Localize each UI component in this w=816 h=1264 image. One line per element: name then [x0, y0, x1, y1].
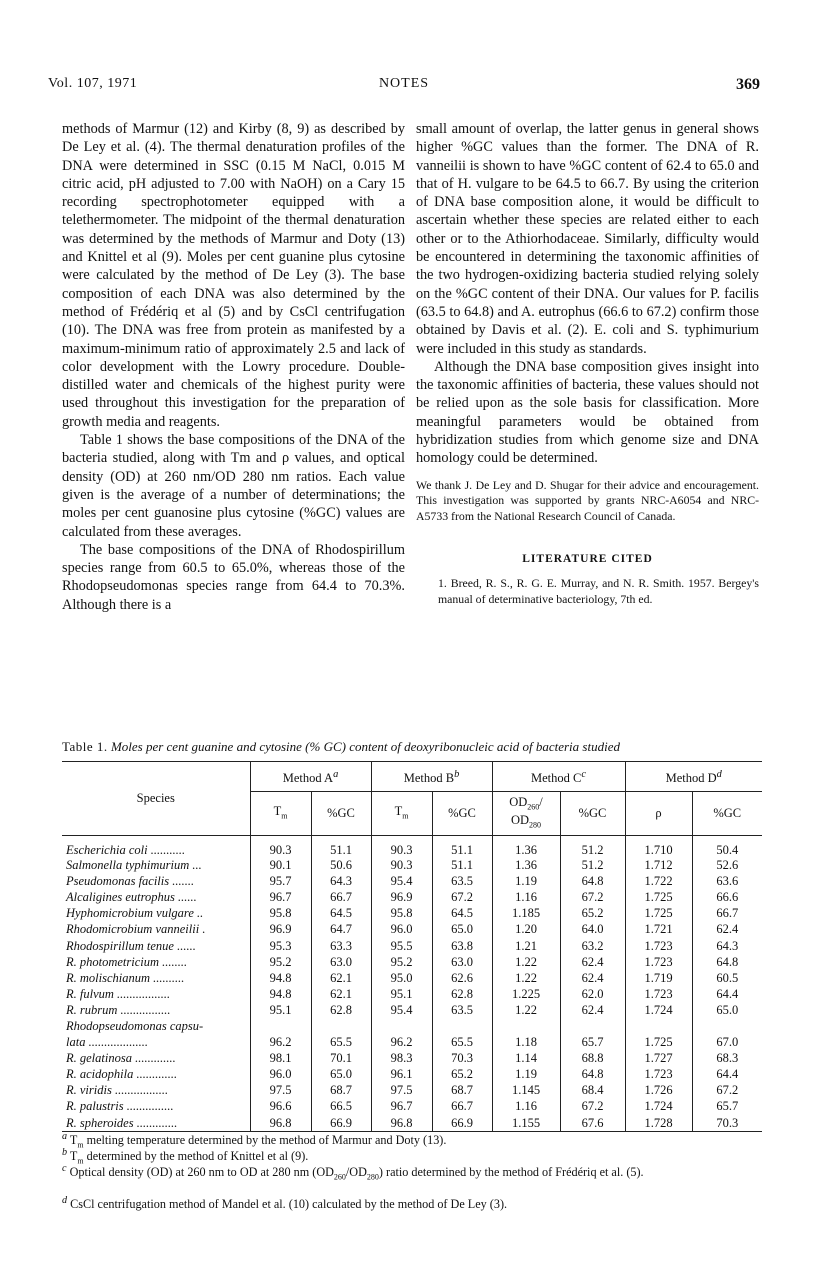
- value-cell: 65.7: [692, 1099, 762, 1115]
- species-cell: R. palustris ...............: [66, 1099, 174, 1114]
- value-cell: 1.725: [625, 890, 692, 906]
- value-cell: 52.6: [692, 858, 762, 874]
- table-row: [62, 874, 762, 890]
- value-cell: [311, 1018, 371, 1034]
- value-cell: 63.0: [311, 954, 371, 970]
- value-cell: 98.3: [371, 1051, 432, 1067]
- value-cell: 65.0: [311, 1067, 371, 1083]
- value-cell: 62.4: [560, 1002, 625, 1018]
- value-cell: 96.9: [250, 922, 311, 938]
- value-cell: 67.2: [560, 1099, 625, 1115]
- value-cell: 67.6: [560, 1115, 625, 1132]
- value-cell: 63.2: [560, 938, 625, 954]
- col-header-gc: %GC: [560, 792, 625, 836]
- reference-item: 1. Breed, R. S., R. G. E. Murray, and N. R. Smith. 1957. Bergey's manual of determinative bacteriology, 7th ed.: [438, 576, 759, 606]
- species-cell: R. gelatinosa .............: [66, 1051, 176, 1066]
- value-cell: 95.8: [250, 906, 311, 922]
- value-cell: 1.19: [492, 874, 560, 890]
- col-header-tm: $T_m$: [250, 792, 311, 836]
- value-cell: 50.6: [311, 858, 371, 874]
- value-cell: 65.0: [692, 1002, 762, 1018]
- value-cell: 66.7: [692, 906, 762, 922]
- footnote-b: $^b$ $T_m$ determined by the method of Knittel et al (9).: [62, 1147, 309, 1166]
- value-cell: 1.20: [492, 922, 560, 938]
- value-cell: 1.710: [625, 836, 692, 858]
- value-cell: 63.0: [432, 954, 492, 970]
- paragraph: small amount of overlap, the latter genus in general shows higher %GC values than the former. The DNA of R. vanneilii is shown to have %GC content of 62.4 to 65.0 and that of H. vulgare to be 64.5 to 66.7. By using the criterion of DNA base composition alone, it would be difficult to ascertain whether these species are related either to each other or to the Athiorhodaceae. Similarly, difficulty would be encountered in determining the taxonomic affinities of the two hydrogen-oxidizing bacteria studied relying solely on the %GC content of their DNA. Our values for P. facilis (63.5 to 64.8) and A. eutrophus (66.6 to 67.2) confirm those obtained by Davis et al. (2). E. coli and S. typhimurium were included in this study as standards.: [416, 121, 759, 357]
- col-header-od-ratio: $OD_{260}/$ $OD_{280}$: [492, 792, 560, 836]
- value-cell: 97.5: [250, 1083, 311, 1099]
- page-number: 369: [736, 76, 760, 93]
- value-cell: 95.0: [371, 970, 432, 986]
- value-cell: 96.6: [250, 1099, 311, 1115]
- value-cell: 62.0: [560, 986, 625, 1002]
- value-cell: 1.725: [625, 1035, 692, 1051]
- value-cell: 63.3: [311, 938, 371, 954]
- value-cell: 95.7: [250, 874, 311, 890]
- value-cell: 64.0: [560, 922, 625, 938]
- value-cell: 1.722: [625, 874, 692, 890]
- value-cell: 51.1: [311, 836, 371, 858]
- value-cell: 67.2: [432, 890, 492, 906]
- species-cell: Hyphomicrobium vulgare ..: [66, 906, 204, 921]
- value-cell: 68.7: [432, 1083, 492, 1099]
- table-row: [62, 890, 762, 906]
- value-cell: 96.2: [371, 1035, 432, 1051]
- paragraph: Although the DNA base composition gives insight into the taxonomic affinities of bacteria, these values should not be relied upon as the sole basis for classification. More meaningful parameters would be obtained from hybridization studies from which genome size and DNA homology could be determined.: [416, 358, 759, 467]
- value-cell: [371, 1018, 432, 1034]
- value-cell: 62.4: [560, 954, 625, 970]
- acknowledgment: We thank J. De Ley and D. Shugar for their advice and encouragement. This investigation was supported by grants NRC-A6054 and NRC-A5733 from the National Research Council of Canada.: [416, 477, 759, 523]
- species-cell: R. molischianum ..........: [66, 970, 185, 985]
- left-column: [62, 120, 405, 614]
- value-cell: 66.9: [432, 1115, 492, 1132]
- species-cell: Rhodomicrobium vanneilii .: [66, 922, 206, 937]
- value-cell: 65.2: [560, 906, 625, 922]
- value-cell: 66.5: [311, 1099, 371, 1115]
- value-cell: 62.8: [311, 1002, 371, 1018]
- table-row: [62, 1051, 762, 1067]
- table-title: Moles per cent guanine and cytosine (% GC) content of deoxyribonucleic acid of bacteria studied: [110, 739, 620, 754]
- value-cell: 70.3: [692, 1115, 762, 1132]
- section-label: NOTES: [378, 76, 430, 91]
- value-cell: 95.4: [371, 1002, 432, 1018]
- value-cell: 96.1: [371, 1067, 432, 1083]
- paragraph: Table 1 shows the base compositions of the DNA of the bacteria studied, along with Tm and ρ values, and optical density (OD) at 260 nm/OD 280 nm ratios. Each value given is the average of a number of determinations; the moles per cent guanosine plus cytosine (%GC) values are calculated from these averages.: [62, 432, 405, 540]
- value-cell: 96.9: [371, 890, 432, 906]
- footnote-d: $^d$ CsCl centrifugation method of Mandel et al. (10) calculated by the method of De Ley (3).: [62, 1195, 508, 1212]
- value-cell: 95.3: [250, 938, 311, 954]
- value-cell: 70.1: [311, 1051, 371, 1067]
- value-cell: 95.1: [371, 986, 432, 1002]
- value-cell: 60.5: [692, 970, 762, 986]
- value-cell: [250, 1018, 311, 1034]
- value-cell: 1.36: [492, 836, 560, 858]
- footnote-c: $^c$ Optical density (OD) at 260 nm to OD at 280 nm $(OD_{260}/OD_{280})$ ratio determined by the method of Frédériq et al. (5).: [62, 1163, 644, 1182]
- value-cell: 51.2: [560, 858, 625, 874]
- value-cell: 90.3: [371, 836, 432, 858]
- value-cell: 1.18: [492, 1035, 560, 1051]
- value-cell: 65.5: [432, 1035, 492, 1051]
- table-row: [62, 970, 762, 986]
- value-cell: 95.1: [250, 1002, 311, 1018]
- species-cell: Escherichia coli ...........: [66, 842, 186, 857]
- species-cell: R. photometricium ........: [66, 954, 188, 969]
- value-cell: 1.155: [492, 1115, 560, 1132]
- col-header-tm: $T_m$: [371, 792, 432, 836]
- value-cell: 1.185: [492, 906, 560, 922]
- value-cell: 67.2: [560, 890, 625, 906]
- right-column: [416, 120, 759, 607]
- value-cell: 1.36: [492, 858, 560, 874]
- value-cell: 1.724: [625, 1099, 692, 1115]
- value-cell: 98.1: [250, 1051, 311, 1067]
- value-cell: 95.2: [250, 954, 311, 970]
- value-cell: 96.7: [371, 1099, 432, 1115]
- value-cell: 64.5: [432, 906, 492, 922]
- value-cell: 63.5: [432, 1002, 492, 1018]
- value-cell: 1.723: [625, 954, 692, 970]
- species-cell: R. acidophila .............: [66, 1067, 178, 1082]
- value-cell: [492, 1018, 560, 1034]
- value-cell: 1.727: [625, 1051, 692, 1067]
- value-cell: 65.0: [432, 922, 492, 938]
- value-cell: 51.2: [560, 836, 625, 858]
- col-header-gc: %GC: [311, 792, 371, 836]
- value-cell: 1.14: [492, 1051, 560, 1067]
- value-cell: 96.0: [371, 922, 432, 938]
- col-header-gc: %GC: [432, 792, 492, 836]
- value-cell: 96.0: [250, 1067, 311, 1083]
- value-cell: 64.3: [692, 938, 762, 954]
- value-cell: 1.22: [492, 1002, 560, 1018]
- value-cell: 90.3: [371, 858, 432, 874]
- value-cell: 1.225: [492, 986, 560, 1002]
- value-cell: 1.721: [625, 922, 692, 938]
- value-cell: 94.8: [250, 986, 311, 1002]
- value-cell: 64.4: [692, 986, 762, 1002]
- species-cell: Alcaligines eutrophus ......: [66, 890, 197, 905]
- table-body: [62, 836, 762, 1132]
- table-row: [62, 922, 762, 938]
- volume-label: Vol. 107, 1971: [48, 76, 138, 91]
- value-cell: 62.6: [432, 970, 492, 986]
- value-cell: 62.4: [560, 970, 625, 986]
- species-cell: Rhodospirillum tenue ......: [66, 938, 196, 953]
- table-row: [62, 858, 762, 874]
- value-cell: 68.4: [560, 1083, 625, 1099]
- value-cell: 64.4: [692, 1067, 762, 1083]
- value-cell: 62.4: [692, 922, 762, 938]
- gc-content-table: [62, 761, 762, 1132]
- value-cell: 1.725: [625, 906, 692, 922]
- method-b-header: Method $B^b$: [371, 762, 492, 792]
- table-row: [62, 1018, 762, 1034]
- value-cell: 94.8: [250, 970, 311, 986]
- species-cell: R. fulvum .................: [66, 986, 171, 1001]
- species-cell: Rhodopseudomonas capsu-: [66, 1018, 204, 1033]
- species-cell: lata ...................: [66, 1035, 148, 1050]
- value-cell: 1.712: [625, 858, 692, 874]
- species-cell: R. spheroides .............: [66, 1115, 178, 1130]
- species-cell: Salmonella typhimurium ...: [66, 858, 202, 873]
- value-cell: 90.1: [250, 858, 311, 874]
- value-cell: 1.22: [492, 970, 560, 986]
- value-cell: 1.723: [625, 938, 692, 954]
- method-a-header: Method $A^a$: [250, 762, 371, 792]
- value-cell: 68.7: [311, 1083, 371, 1099]
- value-cell: 96.8: [371, 1115, 432, 1132]
- value-cell: 95.4: [371, 874, 432, 890]
- value-cell: 95.2: [371, 954, 432, 970]
- method-d-header: Method $D^d$: [625, 762, 762, 792]
- col-header-gc: %GC: [692, 792, 762, 836]
- value-cell: 63.6: [692, 874, 762, 890]
- value-cell: 65.5: [311, 1035, 371, 1051]
- table-row: [62, 906, 762, 922]
- value-cell: 96.7: [250, 890, 311, 906]
- paragraph: methods of Marmur (12) and Kirby (8, 9) as described by De Ley et al. (4). The thermal denaturation profiles of the DNA were determined in SSC (0.15 M NaCl, 0.015 M citric acid, pH adjusted to 7.00 with NaOH) on a Cary 15 recording spectrophotometer equipped with a telethermometer. The midpoint of the thermal denaturation was determined by the methods of Marmur and Doty (13) and Knittel et al (9). Moles per cent guanine plus cytosine were calculated by the method of De Ley (3). The base composition of each DNA was also determined by the method of Frédériq et al (5) and by CsCl centrifugation (10). The DNA was free from protein as manifested by a maximum-minimum ratio of approximately 2.5 and lack of color development with the Lowry procedure. Double-distilled water and chemicals of the highest purity were used throughout this investigation for the preparation of growth media and reagents.: [62, 121, 405, 430]
- value-cell: 1.19: [492, 1067, 560, 1083]
- value-cell: 64.3: [311, 874, 371, 890]
- species-cell: R. viridis .................: [66, 1083, 169, 1098]
- value-cell: 66.6: [692, 890, 762, 906]
- value-cell: 64.8: [560, 1067, 625, 1083]
- value-cell: [432, 1018, 492, 1034]
- value-cell: 65.2: [432, 1067, 492, 1083]
- value-cell: [625, 1018, 692, 1034]
- value-cell: 68.8: [560, 1051, 625, 1067]
- value-cell: 1.16: [492, 890, 560, 906]
- table-row: [62, 986, 762, 1002]
- value-cell: 64.5: [311, 906, 371, 922]
- table-row: [62, 1067, 762, 1083]
- running-header: [48, 76, 760, 96]
- species-cell: Pseudomonas facilis .......: [66, 874, 195, 889]
- value-cell: 51.1: [432, 858, 492, 874]
- value-cell: 67.2: [692, 1083, 762, 1099]
- value-cell: 1.22: [492, 954, 560, 970]
- table-row: [62, 836, 762, 858]
- value-cell: 95.8: [371, 906, 432, 922]
- value-cell: [692, 1018, 762, 1034]
- value-cell: 96.2: [250, 1035, 311, 1051]
- species-cell: R. rubrum ................: [66, 1002, 171, 1017]
- value-cell: [560, 1018, 625, 1034]
- method-c-header: Method $C^c$: [492, 762, 625, 792]
- value-cell: 62.1: [311, 970, 371, 986]
- value-cell: 50.4: [692, 836, 762, 858]
- footnote-a: $^a$ $T_m$ melting temperature determined by the method of Marmur and Doty (13).: [62, 1131, 447, 1150]
- value-cell: 64.8: [560, 874, 625, 890]
- value-cell: 1.728: [625, 1115, 692, 1132]
- value-cell: 66.9: [311, 1115, 371, 1132]
- literature-heading: LITERATURE CITED: [522, 553, 653, 566]
- value-cell: 62.8: [432, 986, 492, 1002]
- value-cell: 1.723: [625, 1067, 692, 1083]
- value-cell: 1.723: [625, 986, 692, 1002]
- value-cell: 68.3: [692, 1051, 762, 1067]
- value-cell: 1.719: [625, 970, 692, 986]
- value-cell: 64.8: [692, 954, 762, 970]
- value-cell: 51.1: [432, 836, 492, 858]
- paragraph: The base compositions of the DNA of Rhodospirillum species range from 60.5 to 65.0%, whereas those of the Rhodopseudomonas species range from 64.4 to 70.3%. Although there is a: [62, 541, 405, 613]
- value-cell: 65.7: [560, 1035, 625, 1051]
- value-cell: 96.8: [250, 1115, 311, 1132]
- value-cell: 70.3: [432, 1051, 492, 1067]
- value-cell: 67.0: [692, 1035, 762, 1051]
- value-cell: 63.8: [432, 938, 492, 954]
- value-cell: 1.726: [625, 1083, 692, 1099]
- table-row: [62, 1035, 762, 1051]
- table-row: [62, 954, 762, 970]
- value-cell: 1.16: [492, 1099, 560, 1115]
- value-cell: 1.21: [492, 938, 560, 954]
- table-label: Table 1.: [62, 739, 108, 754]
- value-cell: 1.145: [492, 1083, 560, 1099]
- value-cell: 63.5: [432, 874, 492, 890]
- value-cell: 95.5: [371, 938, 432, 954]
- value-cell: 97.5: [371, 1083, 432, 1099]
- value-cell: 90.3: [250, 836, 311, 858]
- value-cell: 66.7: [311, 890, 371, 906]
- value-cell: 64.7: [311, 922, 371, 938]
- table-row: [62, 1099, 762, 1115]
- table-row: [62, 1083, 762, 1099]
- value-cell: 62.1: [311, 986, 371, 1002]
- table-caption: [62, 739, 762, 755]
- value-cell: 1.724: [625, 1002, 692, 1018]
- value-cell: 66.7: [432, 1099, 492, 1115]
- species-header: Species: [62, 762, 250, 836]
- col-header-rho: ρ: [625, 792, 692, 836]
- table-row: [62, 1002, 762, 1018]
- table-row: [62, 938, 762, 954]
